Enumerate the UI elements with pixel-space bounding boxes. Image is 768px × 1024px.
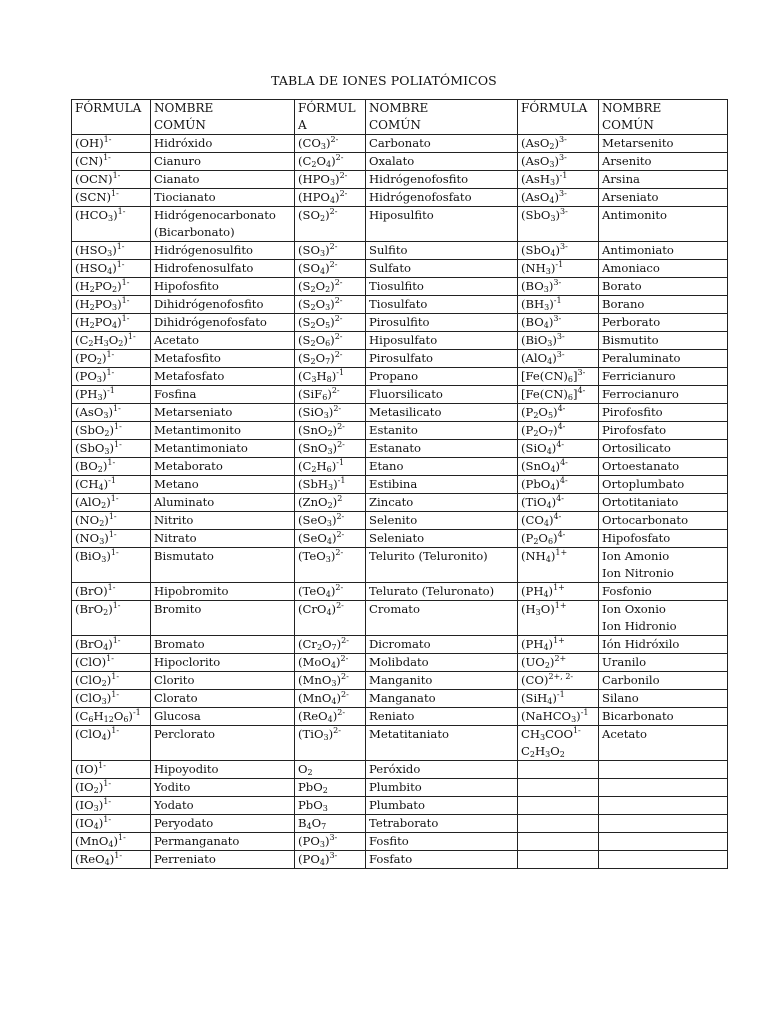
nombre-cell: Hidrógenofosfato bbox=[366, 189, 518, 207]
formula-cell: $(MnO_3)^{2-}$ bbox=[295, 672, 366, 690]
table-row bbox=[72, 726, 728, 761]
nombre-cell: Reniato bbox=[366, 708, 518, 726]
formula-cell: $(MnO_4)^{2-}$ bbox=[295, 690, 366, 708]
nombre-cell: Molibdato bbox=[366, 654, 518, 672]
formula-cell: $(BrO_2)^{1-}$ bbox=[72, 601, 151, 636]
formula-cell: $(CO_3)^{2-}$ bbox=[295, 135, 366, 153]
formula-cell: $(SiO_3)^{2-}$ bbox=[295, 404, 366, 422]
nombre-cell: Antimonito bbox=[599, 207, 728, 242]
nombre-cell: Dicromato bbox=[366, 636, 518, 654]
formula-cell: $(SnO_4)^{4-}$ bbox=[518, 458, 599, 476]
formula-cell: $(NO_3)^{1-}$ bbox=[72, 530, 151, 548]
nombre-cell: Peryodato bbox=[151, 815, 295, 833]
formula-cell: $(TeO_3)^{2-}$ bbox=[295, 548, 366, 583]
formula-cell: (CO)$^{2+, 2-}$ bbox=[518, 672, 599, 690]
formula-cell: $(AlO_2)^{1-}$ bbox=[72, 494, 151, 512]
nombre-cell: Hidrógenofosfito bbox=[366, 171, 518, 189]
formula-cell: $(NO_2)^{1-}$ bbox=[72, 512, 151, 530]
formula-cell: $(SO_4)^{2-}$ bbox=[295, 260, 366, 278]
nombre-cell: Ferricianuro bbox=[599, 368, 728, 386]
nombre-cell: Bismutito bbox=[599, 332, 728, 350]
nombre-cell: Dihidrógenofosfito bbox=[151, 296, 295, 314]
table-row bbox=[72, 278, 728, 296]
formula-cell: $(TiO_4)^{4-}$ bbox=[518, 494, 599, 512]
formula-cell: (OH)$^{1-}$ bbox=[72, 135, 151, 153]
table-row bbox=[72, 422, 728, 440]
formula-cell: $(CO_4)^{4-}$ bbox=[518, 512, 599, 530]
formula-cell: $(BO_2)^{1-}$ bbox=[72, 458, 151, 476]
nombre-cell: Aluminato bbox=[151, 494, 295, 512]
formula-cell: $(Cr_2O_7)^{2-}$ bbox=[295, 636, 366, 654]
table-row bbox=[72, 368, 728, 386]
formula-cell: $(SiH_4)^{-1}$ bbox=[518, 690, 599, 708]
table-row bbox=[72, 530, 728, 548]
table-row bbox=[72, 350, 728, 368]
nombre-cell: Seleniato bbox=[366, 530, 518, 548]
formula-cell: $(IO_3)^{1-}$ bbox=[72, 797, 151, 815]
nombre-cell: Pirosulfito bbox=[366, 314, 518, 332]
formula-cell: $(S_2O_6)^{2-}$ bbox=[295, 332, 366, 350]
nombre-cell bbox=[599, 797, 728, 815]
header-row bbox=[72, 100, 728, 135]
table-row bbox=[72, 189, 728, 207]
formula-cell: $(SbH_3)^{-1}$ bbox=[295, 476, 366, 494]
nombre-cell: Carbonato bbox=[366, 135, 518, 153]
table-row bbox=[72, 548, 728, 583]
nombre-cell: Fosfina bbox=[151, 386, 295, 404]
formula-cell bbox=[518, 851, 599, 869]
formula-cell: $(SbO_3)^{1-}$ bbox=[72, 440, 151, 458]
column-header: FÓRMULA bbox=[518, 100, 599, 135]
formula-cell: PbO$_3$ bbox=[295, 797, 366, 815]
table-row bbox=[72, 404, 728, 422]
nombre-cell: Metafosfito bbox=[151, 350, 295, 368]
formula-cell: $(C_3H_8)^{-1}$ bbox=[295, 368, 366, 386]
nombre-cell: Peraluminato bbox=[599, 350, 728, 368]
formula-cell: $CH_3COO^{1-}$ $C_2H_3O_2$ bbox=[518, 726, 599, 761]
nombre-cell: Acetato bbox=[599, 726, 728, 761]
nombre-cell bbox=[599, 851, 728, 869]
nombre-cell: Ion Amonio Ion Nitronio bbox=[599, 548, 728, 583]
formula-cell: $(AsO_2)^{3-}$ bbox=[518, 135, 599, 153]
table-row bbox=[72, 386, 728, 404]
nombre-cell: Pirofosfato bbox=[599, 422, 728, 440]
nombre-cell: Bromato bbox=[151, 636, 295, 654]
formula-cell: $(IO_4)^{1-}$ bbox=[72, 815, 151, 833]
nombre-cell: Ion Oxonio Ion Hidronio bbox=[599, 601, 728, 636]
nombre-cell: Oxalato bbox=[366, 153, 518, 171]
nombre-cell: Fosfonio bbox=[599, 583, 728, 601]
nombre-cell bbox=[599, 833, 728, 851]
formula-cell: $(C_2H_6)^{-1}$ bbox=[295, 458, 366, 476]
table-row bbox=[72, 242, 728, 260]
nombre-cell: Arseniato bbox=[599, 189, 728, 207]
formula-cell: $(PO_3)^{3-}$ bbox=[295, 833, 366, 851]
formula-cell: $[Fe(CN)_6]^{4-}$ bbox=[518, 386, 599, 404]
nombre-cell: Nitrato bbox=[151, 530, 295, 548]
nombre-cell bbox=[599, 761, 728, 779]
nombre-cell: Hipofosfato bbox=[599, 530, 728, 548]
formula-cell: $(UO_2)^{2+}$ bbox=[518, 654, 599, 672]
nombre-cell: Tiosulfato bbox=[366, 296, 518, 314]
formula-cell: $(TiO_3)^{2-}$ bbox=[295, 726, 366, 761]
nombre-cell: Estanito bbox=[366, 422, 518, 440]
formula-cell bbox=[518, 761, 599, 779]
formula-cell: $(H_2PO_2)^{1-}$ bbox=[72, 278, 151, 296]
formula-cell: $(SO_2)^{2-}$ bbox=[295, 207, 366, 242]
formula-cell: $(NH_4)^{1+}$ bbox=[518, 548, 599, 583]
table-row bbox=[72, 440, 728, 458]
nombre-cell: Fosfito bbox=[366, 833, 518, 851]
nombre-cell: Sulfato bbox=[366, 260, 518, 278]
formula-cell: $(AsO_3)^{1-}$ bbox=[72, 404, 151, 422]
nombre-cell: Hidrógenosulfito bbox=[151, 242, 295, 260]
nombre-cell: Hiposulfato bbox=[366, 332, 518, 350]
table-row bbox=[72, 476, 728, 494]
page-title: TABLA DE IONES POLIATÓMICOS bbox=[271, 73, 497, 88]
formula-cell: $(PO_2)^{1-}$ bbox=[72, 350, 151, 368]
table-row bbox=[72, 761, 728, 779]
nombre-cell: Hipobromito bbox=[151, 583, 295, 601]
formula-cell: $(C_2H_3O_2)^{1-}$ bbox=[72, 332, 151, 350]
formula-cell: $(P_2O_7)^{4-}$ bbox=[518, 422, 599, 440]
formula-cell: $(AsO_3)^{3-}$ bbox=[518, 153, 599, 171]
column-header: FÓRMUL A bbox=[295, 100, 366, 135]
nombre-cell: Perclorato bbox=[151, 726, 295, 761]
nombre-cell: Dihidrógenofosfato bbox=[151, 314, 295, 332]
nombre-cell: Hidrofenosulfato bbox=[151, 260, 295, 278]
column-header: NOMBRE COMÚN bbox=[151, 100, 295, 135]
formula-cell: $[Fe(CN)_6]^{3-}$ bbox=[518, 368, 599, 386]
nombre-cell: Propano bbox=[366, 368, 518, 386]
formula-cell: $(MnO_4)^{1-}$ bbox=[72, 833, 151, 851]
formula-cell: $(ClO_3)^{1-}$ bbox=[72, 690, 151, 708]
formula-cell: $(BrO_4)^{1-}$ bbox=[72, 636, 151, 654]
nombre-cell: Pirofosfito bbox=[599, 404, 728, 422]
nombre-cell: Metafosfato bbox=[151, 368, 295, 386]
nombre-cell: Perborato bbox=[599, 314, 728, 332]
formula-cell: $(SiF_6)^{2-}$ bbox=[295, 386, 366, 404]
nombre-cell: Hidrógenocarbonato (Bicarbonato) bbox=[151, 207, 295, 242]
formula-cell: $(BH_3)^{-1}$ bbox=[518, 296, 599, 314]
nombre-cell: Metaborato bbox=[151, 458, 295, 476]
formula-cell: (ClO)$^{1-}$ bbox=[72, 654, 151, 672]
formula-cell: $(C_2O_4)^{2-}$ bbox=[295, 153, 366, 171]
table-row bbox=[72, 458, 728, 476]
nombre-cell: Metatitaniato bbox=[366, 726, 518, 761]
table-row bbox=[72, 153, 728, 171]
nombre-cell: Permanganato bbox=[151, 833, 295, 851]
table-row bbox=[72, 601, 728, 636]
table-row bbox=[72, 636, 728, 654]
formula-cell: (OCN)$^{1-}$ bbox=[72, 171, 151, 189]
table-row bbox=[72, 654, 728, 672]
nombre-cell: Clorato bbox=[151, 690, 295, 708]
nombre-cell: Metarseniato bbox=[151, 404, 295, 422]
nombre-cell: Selenito bbox=[366, 512, 518, 530]
nombre-cell: Ferrocianuro bbox=[599, 386, 728, 404]
formula-cell: $(CrO_4)^{2-}$ bbox=[295, 601, 366, 636]
formula-cell bbox=[518, 779, 599, 797]
nombre-cell: Metantimoniato bbox=[151, 440, 295, 458]
formula-cell: $(BO_4)^{3-}$ bbox=[518, 314, 599, 332]
nombre-cell: Ortosilicato bbox=[599, 440, 728, 458]
formula-cell: $(PH_4)^{1+}$ bbox=[518, 583, 599, 601]
formula-cell: $(S_2O_5)^{2-}$ bbox=[295, 314, 366, 332]
formula-cell: (SCN)$^{1-}$ bbox=[72, 189, 151, 207]
formula-cell: $(ZnO_2)^2$ bbox=[295, 494, 366, 512]
formula-cell: (CN)$^{1-}$ bbox=[72, 153, 151, 171]
formula-cell: $(PH_4)^{1+}$ bbox=[518, 636, 599, 654]
formula-cell: $(ClO_2)^{1-}$ bbox=[72, 672, 151, 690]
nombre-cell: Metasilicato bbox=[366, 404, 518, 422]
table-row bbox=[72, 708, 728, 726]
column-header: FÓRMULA bbox=[72, 100, 151, 135]
formula-cell: $(HSO_4)^{1-}$ bbox=[72, 260, 151, 278]
column-header: NOMBRE COMÚN bbox=[599, 100, 728, 135]
nombre-cell: Metano bbox=[151, 476, 295, 494]
nombre-cell: Amoniaco bbox=[599, 260, 728, 278]
formula-cell: $(PH_3)^{-1}$ bbox=[72, 386, 151, 404]
nombre-cell: Hipofosfito bbox=[151, 278, 295, 296]
nombre-cell: Hidróxido bbox=[151, 135, 295, 153]
nombre-cell: Glucosa bbox=[151, 708, 295, 726]
nombre-cell bbox=[599, 815, 728, 833]
formula-cell: $(IO_2)^{1-}$ bbox=[72, 779, 151, 797]
column-header: NOMBRE COMÚN bbox=[366, 100, 518, 135]
nombre-cell: Ortotitaniato bbox=[599, 494, 728, 512]
formula-cell: $(HPO_3)^{2-}$ bbox=[295, 171, 366, 189]
formula-cell: $(P_2O_6)^{4-}$ bbox=[518, 530, 599, 548]
nombre-cell: Ortoplumbato bbox=[599, 476, 728, 494]
nombre-cell: Hiposulfito bbox=[366, 207, 518, 242]
nombre-cell: Bicarbonato bbox=[599, 708, 728, 726]
nombre-cell: Tiosulfito bbox=[366, 278, 518, 296]
table-row bbox=[72, 779, 728, 797]
formula-cell: $(CH_4)^{-1}$ bbox=[72, 476, 151, 494]
formula-cell: $(H_3O)^{1+}$ bbox=[518, 601, 599, 636]
nombre-cell: Clorito bbox=[151, 672, 295, 690]
formula-cell: $(SiO_4)^{4-}$ bbox=[518, 440, 599, 458]
nombre-cell: Acetato bbox=[151, 332, 295, 350]
nombre-cell: Pirosulfato bbox=[366, 350, 518, 368]
nombre-cell: Ortocarbonato bbox=[599, 512, 728, 530]
nombre-cell: Bismutato bbox=[151, 548, 295, 583]
nombre-cell: Cromato bbox=[366, 601, 518, 636]
table-row bbox=[72, 512, 728, 530]
formula-cell: $(BiO_3)^{3-}$ bbox=[518, 332, 599, 350]
formula-cell: $B_4O_7$ bbox=[295, 815, 366, 833]
table-row bbox=[72, 851, 728, 869]
formula-cell: $(BO_3)^{3-}$ bbox=[518, 278, 599, 296]
ions-table bbox=[71, 99, 728, 869]
nombre-cell: Estibina bbox=[366, 476, 518, 494]
formula-cell: $(NH_3)^{-1}$ bbox=[518, 260, 599, 278]
formula-cell: $(AsH_3)^{-1}$ bbox=[518, 171, 599, 189]
nombre-cell: Telurito (Teluronito) bbox=[366, 548, 518, 583]
formula-cell: (NaHCO$_3$)$^{-1}$ bbox=[518, 708, 599, 726]
formula-cell: $(S_2O_3)^{2-}$ bbox=[295, 296, 366, 314]
nombre-cell: Etano bbox=[366, 458, 518, 476]
table-row bbox=[72, 833, 728, 851]
nombre-cell: Tiocianato bbox=[151, 189, 295, 207]
formula-cell: $O_2$ bbox=[295, 761, 366, 779]
table-row bbox=[72, 494, 728, 512]
table-row bbox=[72, 815, 728, 833]
nombre-cell: Estanato bbox=[366, 440, 518, 458]
table-row bbox=[72, 314, 728, 332]
formula-cell: $(C_6H_{12}O_6)^{-1}$ bbox=[72, 708, 151, 726]
nombre-cell: Ortoestanato bbox=[599, 458, 728, 476]
formula-cell: $(AsO_4)^{3-}$ bbox=[518, 189, 599, 207]
table-row bbox=[72, 583, 728, 601]
formula-cell: PbO$_2$ bbox=[295, 779, 366, 797]
formula-cell: $(PbO_4)^{4-}$ bbox=[518, 476, 599, 494]
formula-cell: $(PO_3)^{1-}$ bbox=[72, 368, 151, 386]
formula-cell: $(ReO_4)^{1-}$ bbox=[72, 851, 151, 869]
nombre-cell: Peróxido bbox=[366, 761, 518, 779]
nombre-cell: Bromito bbox=[151, 601, 295, 636]
formula-cell: $(SnO_3)^{2-}$ bbox=[295, 440, 366, 458]
formula-cell: $(SnO_2)^{2-}$ bbox=[295, 422, 366, 440]
formula-cell: $(HCO_3)^{1-}$ bbox=[72, 207, 151, 242]
table-row bbox=[72, 690, 728, 708]
formula-cell: $(SO_3)^{2-}$ bbox=[295, 242, 366, 260]
table-row bbox=[72, 332, 728, 350]
formula-cell: $(S_2O_2)^{2-}$ bbox=[295, 278, 366, 296]
formula-cell: (IO)$^{1-}$ bbox=[72, 761, 151, 779]
nombre-cell: Cianuro bbox=[151, 153, 295, 171]
nombre-cell: Sulfito bbox=[366, 242, 518, 260]
nombre-cell: Tetraborato bbox=[366, 815, 518, 833]
formula-cell: $(H_2PO_4)^{1-}$ bbox=[72, 314, 151, 332]
nombre-cell: Hipoclorito bbox=[151, 654, 295, 672]
formula-cell: $(SeO_3)^{2-}$ bbox=[295, 512, 366, 530]
nombre-cell: Antimoniato bbox=[599, 242, 728, 260]
table-row bbox=[72, 171, 728, 189]
formula-cell: $(S_2O_7)^{2-}$ bbox=[295, 350, 366, 368]
nombre-cell: Arsina bbox=[599, 171, 728, 189]
nombre-cell: Carbonilo bbox=[599, 672, 728, 690]
formula-cell: $(ClO_4)^{1-}$ bbox=[72, 726, 151, 761]
formula-cell: $(AlO_4)^{3-}$ bbox=[518, 350, 599, 368]
formula-cell: $(P_2O_5)^{4-}$ bbox=[518, 404, 599, 422]
formula-cell: $(PO_4)^{3-}$ bbox=[295, 851, 366, 869]
formula-cell: $(ReO_4)^{2-}$ bbox=[295, 708, 366, 726]
nombre-cell: Hipoyodito bbox=[151, 761, 295, 779]
formula-cell: $(SbO_2)^{1-}$ bbox=[72, 422, 151, 440]
formula-cell: $(TeO_4)^{2-}$ bbox=[295, 583, 366, 601]
table-row bbox=[72, 207, 728, 242]
nombre-cell: Borato bbox=[599, 278, 728, 296]
nombre-cell: Nitrito bbox=[151, 512, 295, 530]
formula-cell: (BrO)$^{1-}$ bbox=[72, 583, 151, 601]
table-row bbox=[72, 135, 728, 153]
nombre-cell: Manganito bbox=[366, 672, 518, 690]
formula-cell: $(SbO_3)^{3-}$ bbox=[518, 207, 599, 242]
nombre-cell: Borano bbox=[599, 296, 728, 314]
formula-cell: $(SbO_4)^{3-}$ bbox=[518, 242, 599, 260]
nombre-cell: Telurato (Teluronato) bbox=[366, 583, 518, 601]
nombre-cell: Yodato bbox=[151, 797, 295, 815]
nombre-cell: Fosfato bbox=[366, 851, 518, 869]
nombre-cell: Metarsenito bbox=[599, 135, 728, 153]
formula-cell: $(BiO_3)^{1-}$ bbox=[72, 548, 151, 583]
formula-cell: $(MoO_4)^{2-}$ bbox=[295, 654, 366, 672]
nombre-cell: Silano bbox=[599, 690, 728, 708]
table-row bbox=[72, 797, 728, 815]
formula-cell: $(HSO_3)^{1-}$ bbox=[72, 242, 151, 260]
formula-cell: $(SeO_4)^{2-}$ bbox=[295, 530, 366, 548]
nombre-cell: Uranilo bbox=[599, 654, 728, 672]
nombre-cell: Manganato bbox=[366, 690, 518, 708]
nombre-cell: Arsenito bbox=[599, 153, 728, 171]
nombre-cell: Plumbato bbox=[366, 797, 518, 815]
nombre-cell: Yodito bbox=[151, 779, 295, 797]
nombre-cell bbox=[599, 779, 728, 797]
nombre-cell: Zincato bbox=[366, 494, 518, 512]
formula-cell: $(HPO_4)^{2-}$ bbox=[295, 189, 366, 207]
nombre-cell: Cianato bbox=[151, 171, 295, 189]
table-row bbox=[72, 296, 728, 314]
formula-cell bbox=[518, 797, 599, 815]
nombre-cell: Perreniato bbox=[151, 851, 295, 869]
table-row bbox=[72, 260, 728, 278]
nombre-cell: Metantimonito bbox=[151, 422, 295, 440]
formula-cell bbox=[518, 833, 599, 851]
table-row bbox=[72, 672, 728, 690]
formula-cell: $(H_2PO_3)^{1-}$ bbox=[72, 296, 151, 314]
nombre-cell: Plumbito bbox=[366, 779, 518, 797]
formula-cell bbox=[518, 815, 599, 833]
nombre-cell: Fluorsilicato bbox=[366, 386, 518, 404]
nombre-cell: Ión Hidróxilo bbox=[599, 636, 728, 654]
